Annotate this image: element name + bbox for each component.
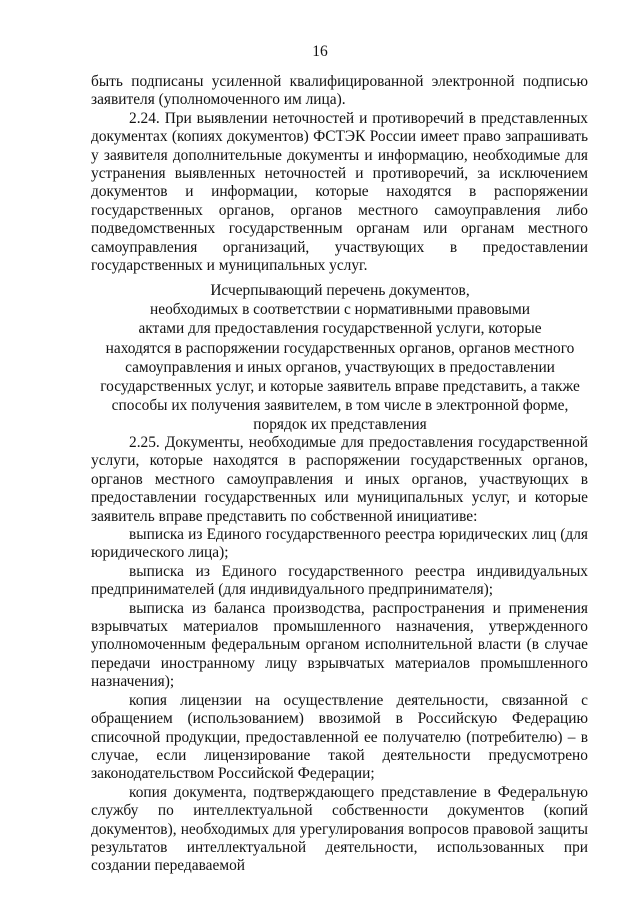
paragraph: быть подписаны усиленной квалифицированной электронной подписью заявителя (уполномоченного им лица).: [91, 73, 588, 109]
heading-line: находятся в распоряжении государственных органов, органов местного: [105, 339, 575, 357]
paragraph-2-24: 2.24. При выявлении неточностей и противоречий в представленных документах (копиях документов) ФСТЭК России имеет право запрашивать у заявителя дополнительные документы и информацию, необходимые для устранения выявленных неточностей и противоречий, за исключением документов и информации, которые находятся в распоряжении государственных органов, органов местного самоуправления либо подведомственных государственным органам или органам местного самоуправления организаций, участвующих в предоставлении государственных и муниципальных услуг.: [91, 109, 588, 275]
heading-line: порядок их представления: [253, 416, 427, 434]
list-item: выписка из Единого государственного реестра юридических лиц (для юридического лица);: [91, 526, 588, 562]
heading-line: актами для предоставления государственной услуги, которые: [138, 320, 542, 338]
heading-line: государственных услуг, и которые заявитель вправе представить, а также: [100, 378, 580, 396]
paragraph-2-25: 2.25. Документы, необходимые для предоставления государственной услуги, которые находятся в распоряжении государственных органов, органов местного самоуправления и иных органов, участвующих в предоставлении государственных или муниципальных услуг, и которые заявитель вправе представить по собственной инициативе:: [91, 434, 588, 525]
list-item: выписка из баланса производства, распространения и применения взрывчатых материалов промышленного назначения, утвержденного уполномоченным федеральным органом исполнительной власти (в случае передачи иностранному лицу взрывчатых материалов промышленного назначения);: [91, 599, 588, 691]
list-item: копия документа, подтверждающего представление в Федеральную службу по интеллектуальной собственности документов (копий документов), необходимых для урегулирования вопросов правовой защиты результатов интеллектуальной деятельности, использованных при создании передаваемой: [91, 783, 588, 875]
heading-line: самоуправления и иных органов, участвующих в предоставлении: [125, 358, 555, 376]
page-number: 16: [312, 43, 328, 60]
list-item: копия лицензии на осуществление деятельности, связанной с обращением (использованием) ввозимой в Российскую Федерацию списочной продукции, предоставленной ее получателю (потребителю) – в случае, если лицензирование такой деятельности предусмотрено законодательством Российской Федерации;: [91, 691, 588, 783]
section-heading: [60, 281, 620, 435]
heading-line: необходимых в соответствии с нормативными правовыми: [150, 301, 530, 319]
top-text-block: [91, 73, 588, 275]
list-item: выписка из Единого государственного реестра индивидуальных предпринимателей (для индивидуального предпринимателя);: [91, 562, 588, 599]
heading-line: способы их получения заявителем, в том числе в электронной форме,: [111, 397, 569, 415]
heading-line: Исчерпывающий перечень документов,: [210, 282, 470, 299]
bottom-text-block: [91, 434, 588, 876]
